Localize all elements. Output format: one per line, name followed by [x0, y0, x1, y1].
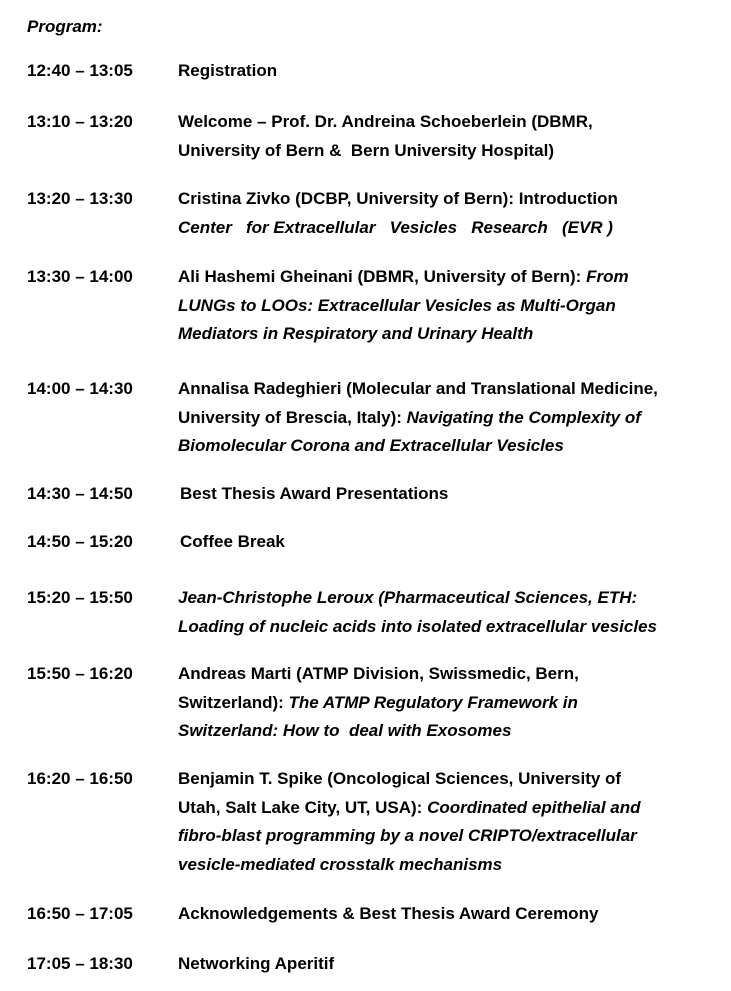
session-description-line	[178, 375, 731, 404]
time-slot: 14:50 – 15:20	[27, 532, 133, 551]
session-description-line	[178, 950, 731, 979]
time-slot: 17:05 – 18:30	[27, 954, 133, 973]
speaker-text: Best Thesis Award Presentations	[180, 484, 449, 503]
session-title-text: Coordinated epithelial and	[427, 797, 641, 817]
session-title-text: Switzerland: How to deal with Exosomes	[178, 721, 512, 740]
session-description-line	[178, 57, 731, 86]
session-description-line	[178, 900, 731, 929]
time-slot: 15:20 – 15:50	[27, 588, 133, 607]
speaker-text: Andreas Marti (ATMP Division, Swissmedic, Bern,	[178, 664, 579, 683]
session-title-text: Jean-Christophe Leroux (Pharmaceutical Sciences, ETH:	[178, 588, 638, 607]
session-description-line	[178, 185, 731, 214]
speaker-text: Registration	[178, 61, 278, 80]
session-description-line	[178, 137, 731, 166]
time-slot: 13:30 – 14:00	[27, 267, 133, 286]
session-title-text: fibro-blast programming by a novel CRIPTO/extracellular	[178, 826, 637, 845]
session-description-line	[178, 689, 731, 718]
time-slot: 13:20 – 13:30	[27, 189, 133, 208]
session-description-line	[178, 432, 731, 461]
session-description	[178, 263, 731, 349]
session-title-text: LUNGs to LOOs: Extracellular Vesicles as Multi-Organ	[178, 295, 616, 315]
session-description-line	[178, 613, 731, 642]
speaker-text: Annalisa Radeghieri (Molecular and Translational Medicine,	[178, 379, 658, 398]
speaker-text: Networking Aperitif	[178, 954, 335, 973]
time-slot: 15:50 – 16:20	[27, 664, 133, 683]
session-description	[178, 375, 731, 461]
speaker-text: Cristina Zivko (DCBP, University of Bern): Introduction	[178, 189, 618, 208]
session-description	[178, 584, 731, 641]
session-description	[178, 57, 731, 86]
session-description-line	[178, 108, 731, 137]
session-description-line	[178, 214, 731, 243]
session-title-text: The ATMP Regulatory Framework in	[288, 692, 578, 712]
session-title-text: vesicle-mediated crosstalk mechanisms	[178, 854, 503, 874]
session-description-line	[178, 263, 731, 292]
session-description	[178, 108, 731, 165]
session-description-line	[178, 404, 731, 433]
session-title-text: Loading of nucleic acids into isolated extracellular vesicles	[178, 616, 657, 636]
program-heading: Program:	[27, 17, 103, 36]
speaker-text: Welcome – Prof. Dr. Andreina Schoeberlein (DBMR,	[178, 112, 593, 131]
time-slot: 12:40 – 13:05	[27, 61, 133, 80]
session-title-text: Mediators in Respiratory and Urinary Health	[178, 324, 534, 343]
session-description-line	[178, 660, 731, 689]
session-description-line	[178, 584, 731, 613]
speaker-text: Benjamin T. Spike (Oncological Sciences, University of	[178, 769, 622, 788]
session-description	[178, 900, 731, 929]
session-title-text: Center for Extracellular Vesicles Research (EVR )	[178, 217, 613, 237]
time-slot: 14:00 – 14:30	[27, 379, 133, 398]
speaker-text: University of Bern & Bern University Hospital)	[178, 140, 554, 160]
session-title-text: Navigating the Complexity of	[406, 407, 641, 427]
session-description	[178, 765, 731, 879]
session-description	[178, 660, 731, 746]
session-description-line	[178, 851, 731, 880]
session-description	[178, 950, 731, 979]
speaker-text: Utah, Salt Lake City, UT, USA):	[178, 797, 428, 817]
session-description-line	[178, 320, 731, 349]
session-description	[178, 185, 731, 242]
session-description	[180, 480, 731, 509]
time-slot: 16:50 – 17:05	[27, 904, 133, 923]
speaker-text: Switzerland):	[178, 692, 289, 712]
session-title-text: From	[586, 267, 629, 286]
time-slot: 16:20 – 16:50	[27, 769, 133, 788]
session-title-text: Biomolecular Corona and Extracellular Vesicles	[178, 436, 564, 455]
session-description-line	[178, 292, 731, 321]
speaker-text: Ali Hashemi Gheinani (DBMR, University of Bern):	[178, 267, 587, 286]
time-slot: 14:30 – 14:50	[27, 484, 133, 503]
time-slot: 13:10 – 13:20	[27, 112, 133, 131]
session-description-line	[178, 822, 731, 851]
speaker-text: Coffee Break	[180, 532, 285, 551]
speaker-text: University of Brescia, Italy):	[178, 407, 407, 427]
session-description	[180, 528, 731, 557]
speaker-text: Acknowledgements & Best Thesis Award Ceremony	[178, 904, 599, 923]
session-description-line	[178, 794, 731, 823]
session-description-line	[178, 765, 731, 794]
session-description-line	[180, 528, 731, 557]
session-description-line	[180, 480, 731, 509]
session-description-line	[178, 717, 731, 746]
